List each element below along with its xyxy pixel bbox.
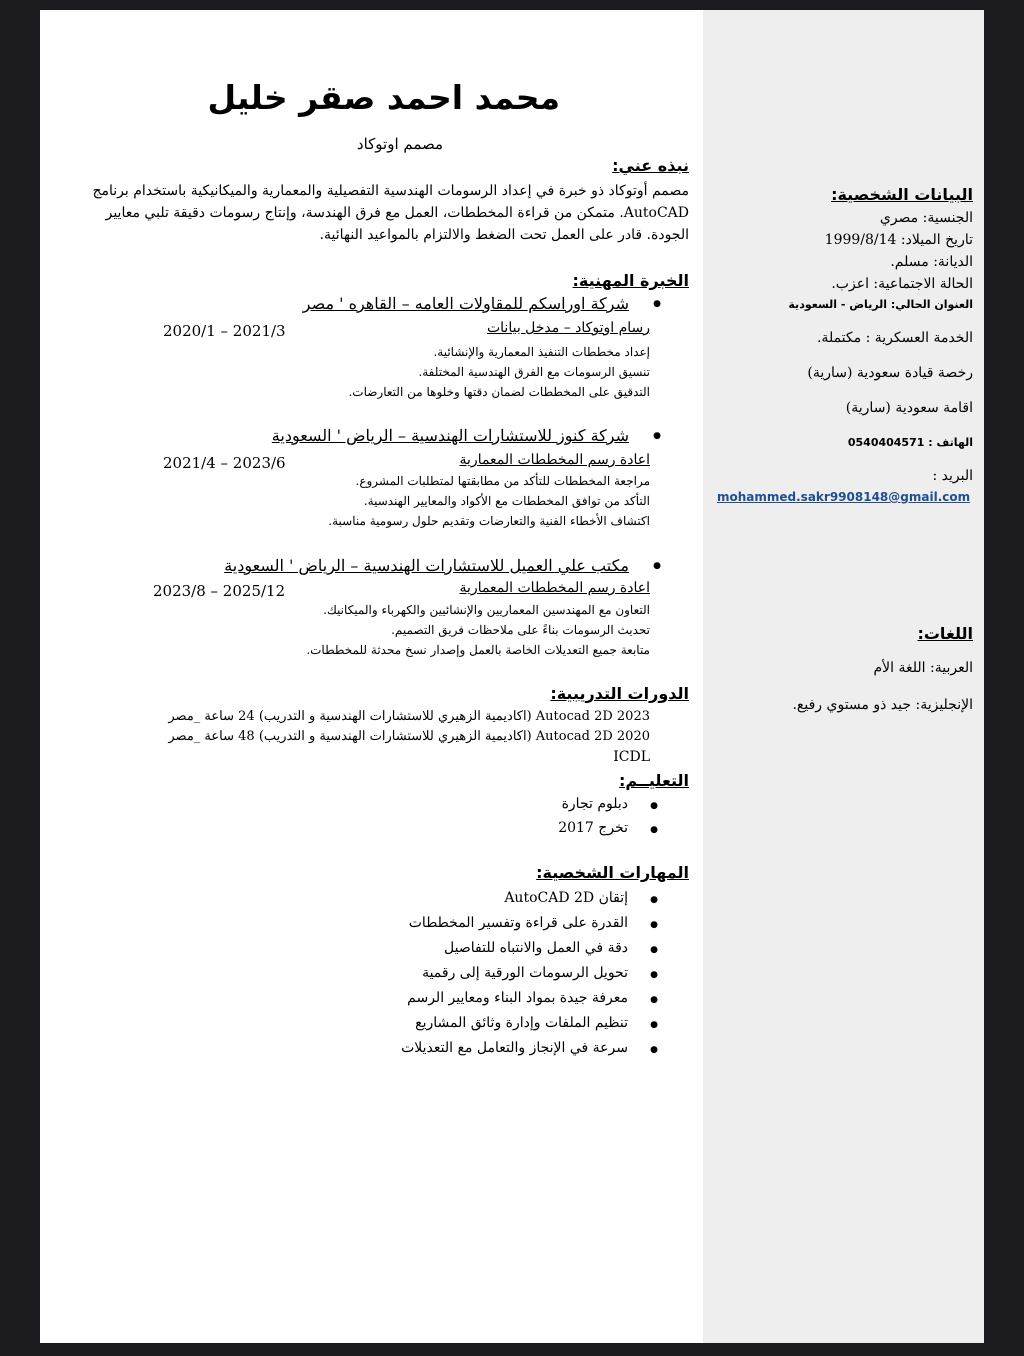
course-item: Autocad 2D 2023 (اكاديمية الزهيري للاستشارات الهندسية و التدريب) 24 ساعة _مصر [168,709,650,724]
job-dates-1: 2020/1 – 2021/3 [163,322,286,340]
about-text: مصمم أوتوكاد ذو خبرة في إعداد الرسومات الهندسية التفصيلية والمعمارية والميكانيكية باستخدام برنامج AutoCAD. متمكن من قراءة المخططات، العمل مع فرق الهندسة، وإنتاج رسومات دقيقة تلبي معايير الجودة. قادر على العمل تحت الضغط والالتزام بالمواعيد النهائية. [92,183,689,243]
job-company-1: شركة اوراسكم للمقاولات العامه – القاهره ' مصر ● [303,294,629,313]
courses-heading: الدورات التدريبية: [550,684,689,703]
course-item: Autocad 2D 2020 (اكاديمية الزهيري للاستشارات الهندسية و التدريب) 48 ساعة _مصر [168,729,650,744]
job-task: مراجعة المخططات للتأكد من مطابقتها لمتطلبات المشروع. [355,474,650,488]
birth-date: تاريخ الميلاد: 1999/8/14 [824,232,973,248]
job-task: متابعة جميع التعديلات الخاصة بالعمل وإصدار نسخ محدثة للمخططات. [306,643,650,657]
job-role-2: اعادة رسم المخططات المعمارية [459,452,650,468]
job-task: التأكد من توافق المخططات مع الأكواد والمعايير الهندسية. [363,494,650,508]
skill-item: تحويل الرسومات الورقية إلى رقمية ● [422,965,628,981]
language-english: الإنجليزية: جيد ذو مستوي رفيع. [792,697,973,713]
experience-heading: الخبرة المهنية: [572,271,689,290]
languages-heading: اللغات: [917,624,973,643]
personal-heading: البيانات الشخصية: [831,185,973,204]
driving-license: رخصة قيادة سعودية (سارية) [807,365,973,381]
education-heading: التعليــم: [619,771,689,790]
skill-item: معرفة جيدة بمواد البناء ومعايير الرسم ● [407,990,628,1006]
email-link[interactable]: mohammed.sakr9908148@gmail.com [717,490,971,504]
address: العنوان الحالي: الرياض - السعودية [788,298,973,311]
email-label: البريد : [932,468,973,484]
job-company-2: شركة كنوز للاستشارات الهندسية – الرياض ' السعودية ● [272,426,629,445]
language-arabic: العربية: اللغة الأم [873,660,973,676]
job-dates-2: 2021/4 – 2023/6 [163,454,286,472]
skill-item: دقة في العمل والانتباه للتفاصيل ● [444,940,628,956]
job-task: التعاون مع المهندسين المعماريين والإنشائيين والكهرباء والميكانيك. [323,603,650,617]
religion: الديانة: مسلم. [890,254,973,270]
education-item: تخرج 2017 ● [558,820,628,836]
job-company-3: مكتب علي العميل للاستشارات الهندسية – الرياض ' السعودية ● [224,556,629,575]
education-item: دبلوم تجارة ● [562,796,628,812]
skill-item: القدرة على قراءة وتفسير المخططات ● [409,915,628,931]
marital-status: الحالة الاجتماعية: اعزب. [831,276,973,292]
phone: الهاتف : 0540404571 [847,436,973,449]
military-service: الخدمة العسكرية : مكتملة. [816,330,973,346]
job-title: مصمم اوتوكاد [356,135,444,153]
job-role-3: اعادة رسم المخططات المعمارية [459,580,650,596]
course-item: ICDL [613,749,650,765]
job-task: تحديث الرسومات بناءً على ملاحظات فريق التصميم. [391,623,650,637]
about-heading: نبذه عني: [612,156,689,175]
job-role-1: رسام اوتوكاد – مدخل بيانات [486,320,650,336]
skills-heading: المهارات الشخصية: [536,863,689,882]
job-task: التدقيق على المخططات لضمان دقتها وخلوها من التعارضات. [348,385,650,399]
job-task: تنسيق الرسومات مع الفرق الهندسية المختلفة. [418,365,650,379]
nationality: الجنسية: مصري [879,210,973,226]
skill-item: تنظيم الملفات وإدارة وثائق المشاريع ● [415,1015,628,1031]
residency: اقامة سعودية (سارية) [845,400,973,416]
job-task: إعداد مخططات التنفيذ المعمارية والإنشائية. [433,345,650,359]
job-task: اكتشاف الأخطاء الفنية والتعارضات وتقديم حلول رسومية مناسبة. [328,514,650,528]
person-name: محمد احمد صقر خليل [207,78,560,117]
job-dates-3: 2023/8 – 2025/12 [153,582,286,600]
skill-item: سرعة في الإنجاز والتعامل مع التعديلات ● [401,1040,628,1056]
skill-item: إتقان AutoCAD 2D ● [504,890,628,906]
